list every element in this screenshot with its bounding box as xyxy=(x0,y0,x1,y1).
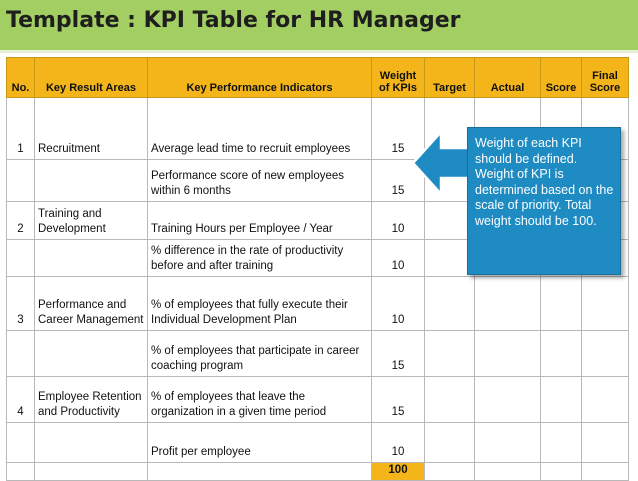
cell-kpi: % of employees that fully execute their Individual Development Plan xyxy=(148,277,372,331)
cell-kpi: % difference in the rate of productivity before and after training xyxy=(148,240,372,277)
cell-score xyxy=(541,377,582,423)
cell-no: 1 xyxy=(7,98,35,160)
header-weight-line1: Weight xyxy=(379,70,417,82)
callout-text: Weight of each KPI should be defined. Weight of KPI is determined based on the scale of priority. Total weight should be 100. xyxy=(475,136,614,228)
table-row xyxy=(7,277,629,331)
cell-kpi: % of employees that participate in career coaching program xyxy=(148,331,372,377)
cell-target xyxy=(425,277,475,331)
cell-score xyxy=(541,331,582,377)
cell-empty xyxy=(148,463,372,481)
cell-no: 2 xyxy=(7,202,35,240)
cell-no: 4 xyxy=(7,377,35,423)
cell-target xyxy=(425,377,475,423)
cell-weight: 10 xyxy=(372,423,425,463)
cell-weight: 15 xyxy=(372,377,425,423)
cell-no xyxy=(7,240,35,277)
cell-kpi: Training Hours per Employee / Year xyxy=(148,202,372,240)
cell-final-score xyxy=(582,423,629,463)
cell-empty xyxy=(582,463,629,481)
header-weight xyxy=(372,58,425,98)
title-underline xyxy=(0,50,638,53)
header-no: No. xyxy=(7,58,35,98)
cell-area: Employee Retention and Productivity xyxy=(35,377,148,423)
cell-empty xyxy=(7,463,35,481)
header-target: Target xyxy=(425,58,475,98)
cell-target xyxy=(425,331,475,377)
cell-score xyxy=(541,277,582,331)
cell-empty xyxy=(425,463,475,481)
cell-actual xyxy=(475,423,541,463)
header-kpi: Key Performance Indicators xyxy=(148,58,372,98)
header-key-result-areas: Key Result Areas xyxy=(35,58,148,98)
cell-kpi: Profit per employee xyxy=(148,423,372,463)
header-final-line1: Final xyxy=(592,70,618,82)
cell-kpi: Performance score of new employees within 6 months xyxy=(148,160,372,202)
cell-area xyxy=(35,240,148,277)
weight-callout xyxy=(411,127,629,279)
total-weight-cell: 100 xyxy=(372,463,425,481)
cell-no xyxy=(7,160,35,202)
cell-weight: 15 xyxy=(372,160,425,202)
cell-actual xyxy=(475,331,541,377)
table-header-row xyxy=(7,58,629,98)
cell-weight: 10 xyxy=(372,240,425,277)
header-final-line2: Score xyxy=(589,82,621,94)
header-final-score xyxy=(582,58,629,98)
total-row xyxy=(7,463,629,481)
cell-target xyxy=(425,423,475,463)
cell-final-score xyxy=(582,331,629,377)
header-actual: Actual xyxy=(475,58,541,98)
cell-weight: 15 xyxy=(372,98,425,160)
cell-no xyxy=(7,331,35,377)
title-bar xyxy=(0,0,638,50)
cell-weight: 10 xyxy=(372,277,425,331)
cell-actual xyxy=(475,377,541,423)
page-title: Template : KPI Table for HR Manager xyxy=(6,8,461,33)
cell-no xyxy=(7,423,35,463)
cell-weight: 10 xyxy=(372,202,425,240)
table-row xyxy=(7,377,629,423)
header-score: Score xyxy=(541,58,582,98)
cell-score xyxy=(541,423,582,463)
cell-final-score xyxy=(582,277,629,331)
header-weight-line2: of KPIs xyxy=(379,82,417,94)
cell-empty xyxy=(35,463,148,481)
cell-final-score xyxy=(582,377,629,423)
callout-box xyxy=(467,127,621,275)
cell-area: Training and Development xyxy=(35,202,148,240)
cell-no: 3 xyxy=(7,277,35,331)
cell-area xyxy=(35,423,148,463)
cell-kpi: % of employees that leave the organization in a given time period xyxy=(148,377,372,423)
cell-area xyxy=(35,331,148,377)
cell-area: Recruitment xyxy=(35,98,148,160)
cell-empty xyxy=(541,463,582,481)
cell-area xyxy=(35,160,148,202)
cell-kpi: Average lead time to recruit employees xyxy=(148,98,372,160)
cell-area: Performance and Career Management xyxy=(35,277,148,331)
table-row xyxy=(7,423,629,463)
cell-weight: 15 xyxy=(372,331,425,377)
left-arrow-icon xyxy=(411,128,473,198)
cell-empty xyxy=(475,463,541,481)
table-row xyxy=(7,331,629,377)
cell-actual xyxy=(475,277,541,331)
